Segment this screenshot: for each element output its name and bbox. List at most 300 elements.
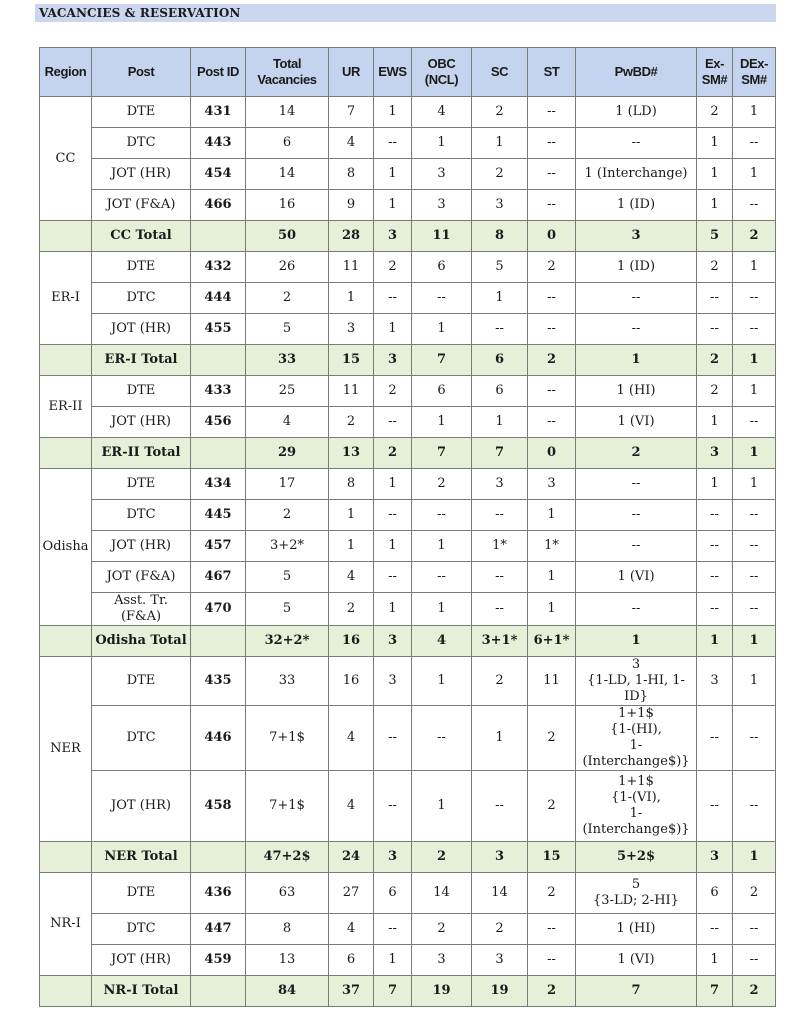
pwbd-line: -- [631, 507, 641, 522]
header-post: Post [92, 48, 191, 97]
pwbd-cell [576, 190, 697, 221]
st-cell: 3 [528, 469, 576, 500]
ur-cell: 15 [329, 345, 374, 376]
exsm-cell: -- [697, 531, 733, 562]
pwbd-cell [576, 706, 697, 771]
table-row [40, 407, 776, 438]
pwbd-line: -- [631, 135, 641, 150]
dexsm-cell: 1 [733, 159, 776, 190]
total-cell: 8 [246, 914, 329, 945]
table-row [40, 283, 776, 314]
ews-cell: 3 [374, 221, 412, 252]
obc-cell: 6 [412, 252, 472, 283]
sc-cell: -- [472, 314, 528, 345]
sc-cell: 1 [472, 706, 528, 771]
dexsm-cell: -- [733, 945, 776, 976]
total-cell: 33 [246, 657, 329, 706]
post-cell: JOT (HR) [92, 159, 191, 190]
exsm-cell: -- [697, 500, 733, 531]
st-cell: 2 [528, 976, 576, 1007]
sc-cell: 3+1* [472, 626, 528, 657]
obc-cell: 6 [412, 376, 472, 407]
total-cell: 7+1$ [246, 771, 329, 842]
st-cell: 11 [528, 657, 576, 706]
post-id-cell: 436 [191, 873, 246, 914]
pwbd-line: {1-LD, 1-HI, 1-ID} [587, 673, 685, 704]
pwbd-cell [576, 976, 697, 1007]
ur-cell: 11 [329, 376, 374, 407]
obc-cell: 3 [412, 159, 472, 190]
st-cell: 1 [528, 500, 576, 531]
post-id-cell: 433 [191, 376, 246, 407]
region-cell: CC [40, 97, 92, 221]
post-cell: JOT (F&A) [92, 190, 191, 221]
total-cell: 47+2$ [246, 842, 329, 873]
post-id-cell [191, 976, 246, 1007]
ur-cell: 7 [329, 97, 374, 128]
exsm-cell: -- [697, 593, 733, 626]
dexsm-cell: 2 [733, 873, 776, 914]
pwbd-cell [576, 438, 697, 469]
ews-cell: 3 [374, 842, 412, 873]
header-post-id: Post ID [191, 48, 246, 97]
st-cell: -- [528, 283, 576, 314]
table-row [40, 97, 776, 128]
total-row [40, 221, 776, 252]
total-cell: 3+2* [246, 531, 329, 562]
pwbd-line: {3-LD; 2-HI} [593, 893, 679, 908]
region-cell [40, 221, 92, 252]
dexsm-cell: -- [733, 283, 776, 314]
table-row [40, 314, 776, 345]
exsm-cell: 2 [697, 345, 733, 376]
ews-cell: 1 [374, 190, 412, 221]
post-id-cell: 443 [191, 128, 246, 159]
exsm-cell: 2 [697, 376, 733, 407]
total-row [40, 626, 776, 657]
post-cell: DTE [92, 376, 191, 407]
sc-cell: -- [472, 562, 528, 593]
dexsm-cell: -- [733, 314, 776, 345]
obc-cell: 4 [412, 626, 472, 657]
sc-cell: 6 [472, 376, 528, 407]
dexsm-cell: 2 [733, 976, 776, 1007]
total-cell: 17 [246, 469, 329, 500]
ews-cell: 1 [374, 469, 412, 500]
pwbd-cell [576, 657, 697, 706]
total-cell: 63 [246, 873, 329, 914]
pwbd-cell [576, 345, 697, 376]
post-cell: JOT (HR) [92, 945, 191, 976]
obc-cell: 7 [412, 345, 472, 376]
pwbd-cell [576, 531, 697, 562]
obc-cell: 2 [412, 842, 472, 873]
sc-cell: 1 [472, 283, 528, 314]
exsm-cell: 7 [697, 976, 733, 1007]
st-cell: -- [528, 128, 576, 159]
ur-cell: 4 [329, 706, 374, 771]
total-row [40, 976, 776, 1007]
sc-cell: -- [472, 593, 528, 626]
post-id-cell: 455 [191, 314, 246, 345]
st-cell: 2 [528, 345, 576, 376]
table-row [40, 945, 776, 976]
sc-cell: 14 [472, 873, 528, 914]
post-id-cell: 467 [191, 562, 246, 593]
header-row [40, 48, 776, 97]
sc-cell: 2 [472, 657, 528, 706]
exsm-cell: 1 [697, 190, 733, 221]
post-id-cell [191, 626, 246, 657]
total-cell: 2 [246, 283, 329, 314]
ews-cell: 1 [374, 593, 412, 626]
ews-cell: 3 [374, 657, 412, 706]
post-id-cell: 446 [191, 706, 246, 771]
region-cell [40, 345, 92, 376]
ews-cell: 1 [374, 159, 412, 190]
dexsm-cell: 1 [733, 438, 776, 469]
ur-cell: 4 [329, 914, 374, 945]
ur-cell: 4 [329, 562, 374, 593]
ews-cell: 6 [374, 873, 412, 914]
total-cell: 50 [246, 221, 329, 252]
ur-cell: 24 [329, 842, 374, 873]
region-cell: ER-II [40, 376, 92, 438]
total-cell: 2 [246, 500, 329, 531]
obc-cell: 1 [412, 407, 472, 438]
exsm-cell: 5 [697, 221, 733, 252]
ews-cell: 3 [374, 345, 412, 376]
table-row [40, 500, 776, 531]
obc-cell: 3 [412, 945, 472, 976]
exsm-cell: 1 [697, 469, 733, 500]
region-cell: ER-I [40, 252, 92, 345]
pwbd-line: 3 [631, 657, 641, 672]
exsm-cell: 2 [697, 97, 733, 128]
section-title: VACANCIES & RESERVATION [35, 4, 776, 22]
ews-cell: -- [374, 562, 412, 593]
pwbd-cell [576, 97, 697, 128]
post-id-cell: 456 [191, 407, 246, 438]
st-cell: -- [528, 376, 576, 407]
ur-cell: 1 [329, 283, 374, 314]
region-cell [40, 842, 92, 873]
sc-cell: 2 [472, 97, 528, 128]
pwbd-line: 1 [631, 352, 641, 367]
total-cell: 4 [246, 407, 329, 438]
pwbd-line: 1 (LD) [615, 104, 657, 119]
obc-cell: 2 [412, 469, 472, 500]
pwbd-line: 1+1$ [618, 706, 654, 721]
st-cell: -- [528, 945, 576, 976]
region-cell: NER [40, 657, 92, 842]
ur-cell: 2 [329, 593, 374, 626]
st-cell: -- [528, 97, 576, 128]
header-ur: UR [329, 48, 374, 97]
post-cell: DTE [92, 469, 191, 500]
table-row [40, 159, 776, 190]
total-label: ER-II Total [92, 438, 191, 469]
pwbd-line: 1 (VI) [617, 569, 655, 584]
st-cell: -- [528, 159, 576, 190]
ur-cell: 4 [329, 128, 374, 159]
pwbd-line: 1 (HI) [616, 383, 656, 398]
st-cell: 0 [528, 438, 576, 469]
pwbd-cell [576, 945, 697, 976]
total-cell: 14 [246, 97, 329, 128]
obc-cell: 19 [412, 976, 472, 1007]
pwbd-cell [576, 159, 697, 190]
st-cell: 2 [528, 873, 576, 914]
post-id-cell [191, 345, 246, 376]
pwbd-line: -- [631, 321, 641, 336]
header-exsm: Ex-SM# [697, 48, 733, 97]
dexsm-cell: -- [733, 706, 776, 771]
st-cell: -- [528, 190, 576, 221]
ews-cell: -- [374, 500, 412, 531]
ur-cell: 8 [329, 159, 374, 190]
dexsm-cell: -- [733, 771, 776, 842]
ews-cell: -- [374, 771, 412, 842]
dexsm-cell: 1 [733, 657, 776, 706]
table-row [40, 376, 776, 407]
exsm-cell: -- [697, 562, 733, 593]
st-cell: 6+1* [528, 626, 576, 657]
sc-cell: 3 [472, 945, 528, 976]
table-row [40, 771, 776, 842]
ur-cell: 8 [329, 469, 374, 500]
sc-cell: 5 [472, 252, 528, 283]
exsm-cell: -- [697, 706, 733, 771]
total-label: NR-I Total [92, 976, 191, 1007]
pwbd-line: 1 (Interchange) [584, 166, 688, 181]
table-row [40, 706, 776, 771]
ur-cell: 6 [329, 945, 374, 976]
obc-cell: 1 [412, 593, 472, 626]
post-cell: DTE [92, 657, 191, 706]
pwbd-line: -- [631, 476, 641, 491]
obc-cell: -- [412, 500, 472, 531]
total-cell: 5 [246, 314, 329, 345]
ews-cell: -- [374, 914, 412, 945]
pwbd-cell [576, 842, 697, 873]
pwbd-line: -- [631, 290, 641, 305]
sc-cell: 8 [472, 221, 528, 252]
pwbd-line: 2 [631, 445, 641, 460]
obc-cell: 4 [412, 97, 472, 128]
post-id-cell: 459 [191, 945, 246, 976]
post-id-cell: 444 [191, 283, 246, 314]
pwbd-cell [576, 914, 697, 945]
pwbd-cell [576, 469, 697, 500]
exsm-cell: -- [697, 771, 733, 842]
obc-cell: 1 [412, 531, 472, 562]
post-id-cell: 458 [191, 771, 246, 842]
post-id-cell: 447 [191, 914, 246, 945]
sc-cell: 1 [472, 128, 528, 159]
header-sc: SC [472, 48, 528, 97]
pwbd-cell [576, 252, 697, 283]
ews-cell: 2 [374, 438, 412, 469]
pwbd-cell [576, 221, 697, 252]
header-pwbd: PwBD# [576, 48, 697, 97]
sc-cell: -- [472, 771, 528, 842]
header-st: ST [528, 48, 576, 97]
post-cell: JOT (HR) [92, 531, 191, 562]
st-cell: -- [528, 314, 576, 345]
sc-cell: 2 [472, 159, 528, 190]
st-cell: 1* [528, 531, 576, 562]
total-label: CC Total [92, 221, 191, 252]
pwbd-line: 1-(Interchange$)} [582, 738, 690, 769]
ur-cell: 2 [329, 407, 374, 438]
obc-cell: 11 [412, 221, 472, 252]
pwbd-cell [576, 376, 697, 407]
ur-cell: 4 [329, 771, 374, 842]
pwbd-line: {1-(VI), [611, 790, 661, 805]
dexsm-cell: 1 [733, 842, 776, 873]
obc-cell: 1 [412, 128, 472, 159]
region-cell: NR-I [40, 873, 92, 976]
total-cell: 25 [246, 376, 329, 407]
dexsm-cell: -- [733, 914, 776, 945]
pwbd-line: 1+1$ [618, 774, 654, 789]
st-cell: 2 [528, 771, 576, 842]
post-cell: DTC [92, 283, 191, 314]
total-cell: 14 [246, 159, 329, 190]
obc-cell: -- [412, 706, 472, 771]
st-cell: 1 [528, 593, 576, 626]
ews-cell: 1 [374, 97, 412, 128]
total-label: ER-I Total [92, 345, 191, 376]
table-row [40, 128, 776, 159]
obc-cell: 14 [412, 873, 472, 914]
post-cell: JOT (HR) [92, 771, 191, 842]
dexsm-cell: -- [733, 407, 776, 438]
header-dexsm: DEx-SM# [733, 48, 776, 97]
post-id-cell [191, 438, 246, 469]
total-cell: 32+2* [246, 626, 329, 657]
st-cell: 2 [528, 706, 576, 771]
post-cell: DTC [92, 914, 191, 945]
total-cell: 5 [246, 562, 329, 593]
total-cell: 6 [246, 128, 329, 159]
ews-cell: -- [374, 283, 412, 314]
ews-cell: 7 [374, 976, 412, 1007]
post-id-cell: 432 [191, 252, 246, 283]
sc-cell: 2 [472, 914, 528, 945]
pwbd-line: 1 [631, 633, 641, 648]
pwbd-line: 1 (VI) [617, 952, 655, 967]
post-cell: DTC [92, 706, 191, 771]
exsm-cell: -- [697, 283, 733, 314]
st-cell: 2 [528, 252, 576, 283]
pwbd-line: -- [631, 538, 641, 553]
header-ews: EWS [374, 48, 412, 97]
sc-cell: 3 [472, 842, 528, 873]
exsm-cell: 1 [697, 626, 733, 657]
post-id-cell: 454 [191, 159, 246, 190]
ur-cell: 1 [329, 500, 374, 531]
dexsm-cell: -- [733, 128, 776, 159]
post-id-cell: 435 [191, 657, 246, 706]
total-cell: 7+1$ [246, 706, 329, 771]
ur-cell: 9 [329, 190, 374, 221]
sc-cell: 3 [472, 469, 528, 500]
dexsm-cell: -- [733, 500, 776, 531]
exsm-cell: 3 [697, 657, 733, 706]
sc-cell: 1 [472, 407, 528, 438]
post-id-cell: 457 [191, 531, 246, 562]
table-row [40, 657, 776, 706]
ews-cell: 2 [374, 252, 412, 283]
sc-cell: 6 [472, 345, 528, 376]
ur-cell: 28 [329, 221, 374, 252]
ews-cell: 1 [374, 531, 412, 562]
vacancies-table [39, 47, 776, 1007]
exsm-cell: 1 [697, 159, 733, 190]
total-cell: 16 [246, 190, 329, 221]
sc-cell: 7 [472, 438, 528, 469]
dexsm-cell: -- [733, 531, 776, 562]
post-id-cell: 466 [191, 190, 246, 221]
pwbd-cell [576, 873, 697, 914]
exsm-cell: 1 [697, 945, 733, 976]
exsm-cell: 3 [697, 842, 733, 873]
pwbd-cell [576, 593, 697, 626]
obc-cell: 1 [412, 314, 472, 345]
dexsm-cell: 1 [733, 345, 776, 376]
table-row [40, 252, 776, 283]
pwbd-line: 3 [631, 228, 641, 243]
ur-cell: 16 [329, 626, 374, 657]
exsm-cell: 6 [697, 873, 733, 914]
post-cell: JOT (HR) [92, 314, 191, 345]
pwbd-cell [576, 314, 697, 345]
st-cell: 15 [528, 842, 576, 873]
ews-cell: -- [374, 706, 412, 771]
dexsm-cell: 1 [733, 626, 776, 657]
pwbd-line: 1 (HI) [616, 921, 656, 936]
pwbd-cell [576, 771, 697, 842]
total-cell: 5 [246, 593, 329, 626]
obc-cell: 3 [412, 190, 472, 221]
post-cell: JOT (F&A) [92, 562, 191, 593]
dexsm-cell: 2 [733, 221, 776, 252]
pwbd-cell [576, 128, 697, 159]
total-label: NER Total [92, 842, 191, 873]
ur-cell: 37 [329, 976, 374, 1007]
region-cell [40, 976, 92, 1007]
ews-cell: 1 [374, 945, 412, 976]
post-cell: DTE [92, 252, 191, 283]
total-cell: 33 [246, 345, 329, 376]
total-cell: 13 [246, 945, 329, 976]
exsm-cell: -- [697, 314, 733, 345]
post-id-cell [191, 842, 246, 873]
exsm-cell: 2 [697, 252, 733, 283]
pwbd-cell [576, 283, 697, 314]
pwbd-line: {1-(HI), [610, 722, 662, 737]
ews-cell: 2 [374, 376, 412, 407]
exsm-cell: -- [697, 914, 733, 945]
dexsm-cell: 1 [733, 252, 776, 283]
dexsm-cell: -- [733, 593, 776, 626]
pwbd-line: 1-(Interchange$)} [582, 806, 690, 837]
post-cell: JOT (HR) [92, 407, 191, 438]
sc-cell: -- [472, 500, 528, 531]
post-cell: DTE [92, 873, 191, 914]
